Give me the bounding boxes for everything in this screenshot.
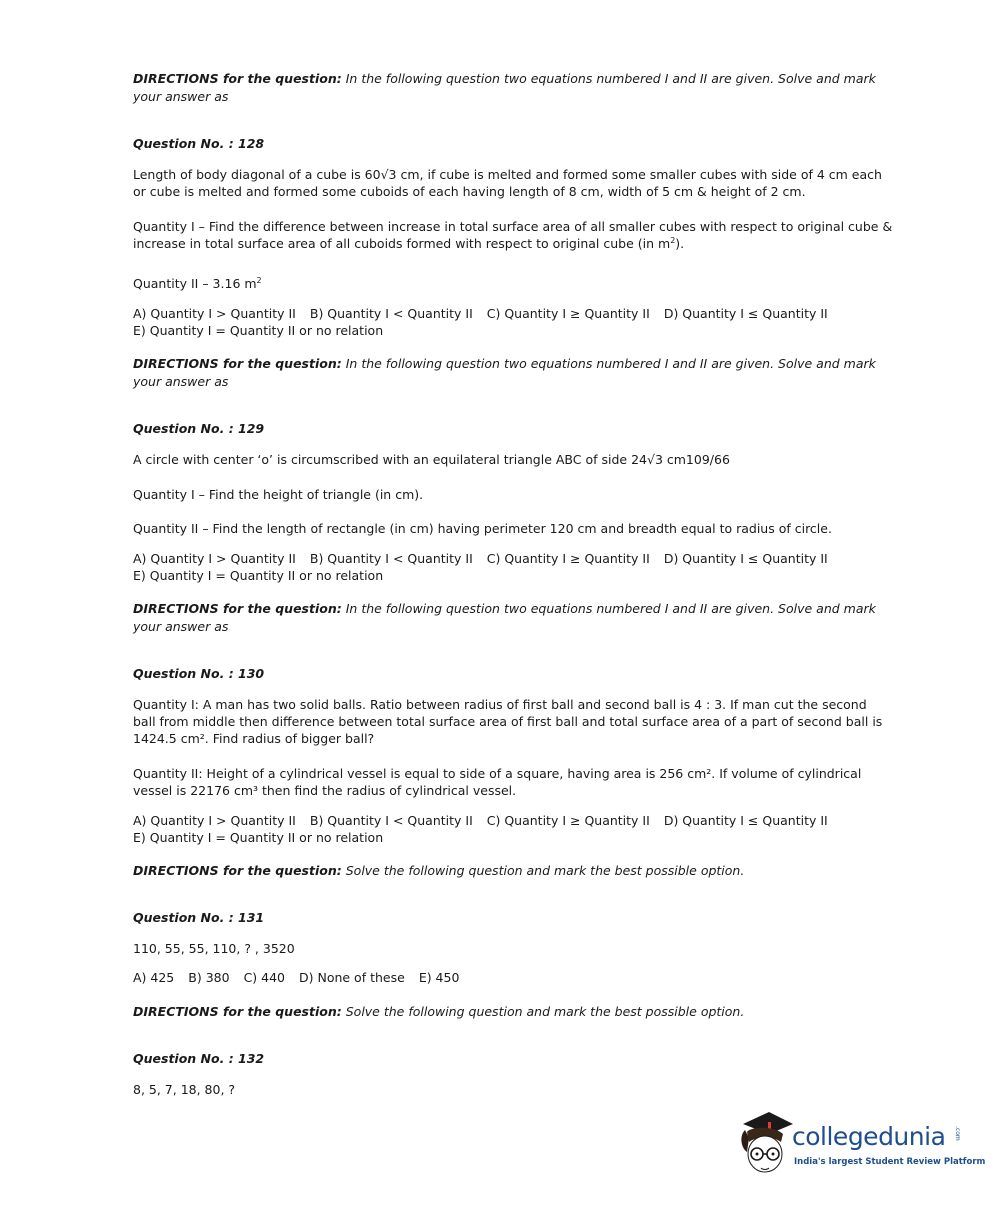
option-c[interactable]: C) Quantity I ≥ Quantity II xyxy=(486,551,650,566)
question-132-text: 8, 5, 7, 18, 80, ? xyxy=(133,1082,236,1097)
question-number-132: Question No. : 132 xyxy=(133,1051,265,1066)
question-128-options xyxy=(133,305,842,339)
option-a[interactable]: A) Quantity I > Quantity II xyxy=(133,551,296,566)
option-d[interactable]: D) Quantity I ≤ Quantity II xyxy=(663,306,828,321)
option-a[interactable]: A) 425 xyxy=(133,970,175,985)
option-b[interactable]: B) Quantity I < Quantity II xyxy=(309,551,473,566)
option-d[interactable]: D) None of these xyxy=(299,970,405,985)
option-b[interactable]: B) Quantity I < Quantity II xyxy=(309,813,473,828)
question-129-text: A circle with center ‘o’ is circumscribed with an equilateral triangle ABC of side 24√3 cm109/66 xyxy=(133,452,730,467)
option-b[interactable]: B) Quantity I < Quantity II xyxy=(309,306,473,321)
question-number-130: Question No. : 130 xyxy=(133,666,265,681)
question-number-128: Question No. : 128 xyxy=(133,136,265,151)
question-128-text: Length of body diagonal of a cube is 60√3 cm, if cube is melted and formed some smaller cubes with side of 4 cm each or cube is melted and formed some cuboids of each having length of 8 cm, width of 5 cm & height of 2 cm. xyxy=(133,167,882,199)
option-e[interactable]: E) Quantity I = Quantity II or no relation xyxy=(133,830,384,845)
question-130-options xyxy=(133,812,842,846)
option-a[interactable]: A) Quantity I > Quantity II xyxy=(133,306,296,321)
directions-130: DIRECTIONS for the question: In the following question two equations numbered I and II are given. Solve and mark your answer as xyxy=(133,601,876,634)
question-129-quantity-1: Quantity I – Find the height of triangle (in cm). xyxy=(133,487,424,502)
student-mascot-icon xyxy=(735,1108,795,1180)
logo-tagline: India's largest Student Review Platform xyxy=(794,1157,986,1167)
logo-wordmark: collegedunia xyxy=(792,1122,946,1151)
question-128-quantity-2: Quantity II – 3.16 $m^2$ xyxy=(133,275,262,291)
question-130-quantity-1: Quantity I: A man has two solid balls. Ratio between radius of first ball and second ball is 4 : 3. If man cut the second ball from middle then difference between total surface area of first ball and total surface area of a part of second ball is 1424.5 cm². Find radius of bigger ball? xyxy=(133,697,883,746)
question-131-options xyxy=(133,969,473,986)
collegedunia-logo xyxy=(735,1108,986,1183)
question-130-quantity-2: Quantity II: Height of a cylindrical vessel is equal to side of a square, having area is 256 cm². If volume of cylindrical vessel is 22176 cm³ then find the radius of cylindrical vessel. xyxy=(133,766,862,798)
question-number-129: Question No. : 129 xyxy=(133,421,265,436)
option-d[interactable]: D) Quantity I ≤ Quantity II xyxy=(663,813,828,828)
question-number-131: Question No. : 131 xyxy=(133,910,265,925)
option-c[interactable]: C) Quantity I ≥ Quantity II xyxy=(486,813,650,828)
directions-132: DIRECTIONS for the question: Solve the following question and mark the best possible option. xyxy=(133,1004,745,1019)
question-129-options xyxy=(133,550,842,584)
option-e[interactable]: E) Quantity I = Quantity II or no relation xyxy=(133,568,384,583)
directions-131: DIRECTIONS for the question: Solve the following question and mark the best possible option. xyxy=(133,863,745,878)
option-e[interactable]: E) 450 xyxy=(418,970,460,985)
question-131-text: 110, 55, 55, 110, ? , 3520 xyxy=(133,941,295,956)
option-c[interactable]: C) 440 xyxy=(243,970,285,985)
option-c[interactable]: C) Quantity I ≥ Quantity II xyxy=(486,306,650,321)
question-129-quantity-2: Quantity II – Find the length of rectangle (in cm) having perimeter 120 cm and breadth equal to radius of circle. xyxy=(133,521,832,536)
directions-128: DIRECTIONS for the question: In the following question two equations numbered I and II are given. Solve and mark your answer as xyxy=(133,71,876,104)
option-d[interactable]: D) Quantity I ≤ Quantity II xyxy=(663,551,828,566)
directions-129: DIRECTIONS for the question: In the following question two equations numbered I and II are given. Solve and mark your answer as xyxy=(133,356,876,389)
question-128-quantity-1: Quantity I – Find the difference between increase in total surface area of all smaller cubes with respect to original cube & increase in total surface area of all cuboids formed with respect to original cube (in $m^2$). xyxy=(133,219,893,251)
option-e[interactable]: E) Quantity I = Quantity II or no relation xyxy=(133,323,384,338)
logo-com: .com xyxy=(954,1126,961,1141)
option-b[interactable]: B) 380 xyxy=(188,970,230,985)
option-a[interactable]: A) Quantity I > Quantity II xyxy=(133,813,296,828)
